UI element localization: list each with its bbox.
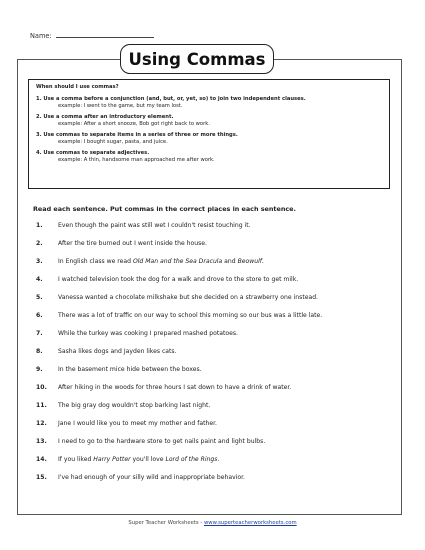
book-title: Dracula xyxy=(198,258,223,265)
sentence-text-part: In English class we read xyxy=(58,258,133,265)
sentence-text: I watched television took the dog for a walk and drove to the store to get milk. xyxy=(58,276,299,283)
sentence-number: 13. xyxy=(36,438,47,445)
sentence-text: The big gray dog wouldn't stop barking last night. xyxy=(58,402,211,409)
rule-item xyxy=(36,96,383,110)
sentence-item xyxy=(36,474,245,481)
sentence-text: In the basement mice hide between the boxes. xyxy=(58,366,202,373)
rule-heading: 4. Use commas to separate adjectives. xyxy=(36,150,150,156)
footer-text: Super Teacher Worksheets - xyxy=(128,520,204,526)
sentence-item xyxy=(36,330,238,337)
name-field xyxy=(30,30,154,40)
sentence-number: 14. xyxy=(36,456,47,463)
sentence-text: Jane I would like you to meet my mother and father. xyxy=(58,420,217,427)
sentence-number: 12. xyxy=(36,420,47,427)
rule-item xyxy=(36,114,383,128)
sentence-text: Even though the paint was still wet I couldn't resist touching it. xyxy=(58,222,251,229)
sentence-number: 1. xyxy=(36,222,43,229)
rule-heading: 2. Use a comma after an introductory element. xyxy=(36,114,174,120)
footer-link[interactable]: www.superteacherworksheets.com xyxy=(203,520,297,526)
rule-example: example: A thin, handsome man approached me after work. xyxy=(58,157,215,163)
instructions: Read each sentence. Put commas in the correct places in each sentence. xyxy=(33,205,296,213)
sentence-item xyxy=(36,348,177,355)
sentence-number: 11. xyxy=(36,402,47,409)
sentence-item xyxy=(36,258,264,265)
sentence-text-part: If you liked xyxy=(58,456,94,463)
sentence-text-part: you'll love xyxy=(130,456,166,463)
book-title: Lord of the Rings xyxy=(165,456,218,463)
sentence-number: 15. xyxy=(36,474,47,481)
sentence-number: 8. xyxy=(36,348,43,355)
book-title: Beowulf xyxy=(237,258,262,265)
sentence-number: 10. xyxy=(36,384,47,391)
rule-example: example: After a short snooze, Bob got right back to work. xyxy=(58,121,210,127)
sentence-text: I need to go to the hardware store to get nails paint and light bulbs. xyxy=(58,438,266,445)
sentence-text: Sasha likes dogs and Jayden likes cats. xyxy=(58,348,177,355)
rule-item xyxy=(36,132,383,146)
book-title: Harry Potter xyxy=(93,456,131,463)
sentence-text: While the turkey was cooking I prepared mashed potatoes. xyxy=(58,330,238,337)
sentence-item xyxy=(36,384,291,391)
rule-example: example: I went to the game, but my team lost. xyxy=(58,103,183,109)
sentence-text: Vanessa wanted a chocolate milkshake but she decided on a strawberry one instead. xyxy=(58,294,318,301)
sentence-item xyxy=(36,240,207,247)
sentence-item xyxy=(36,294,318,301)
sentence-text-part: and xyxy=(222,258,238,265)
sentence-item xyxy=(36,456,219,463)
footer xyxy=(0,520,425,526)
sentence-number: 5. xyxy=(36,294,43,301)
rule-example: example: I bought sugar, pasta, and juice. xyxy=(58,139,168,145)
rule-heading: 1. Use a comma before a conjunction (and, but, or, yet, so) to join two independent clauses. xyxy=(36,96,306,102)
sentence-number: 3. xyxy=(36,258,43,265)
sentence-number: 7. xyxy=(36,330,43,337)
sentence-item xyxy=(36,366,202,373)
worksheet-title: Using Commas xyxy=(120,44,274,74)
sentence-text-part: . xyxy=(261,258,264,265)
sentence-text: After the tire burned out I went inside the house. xyxy=(58,240,207,247)
sentence-number: 2. xyxy=(36,240,43,247)
sentence-text-part: . xyxy=(217,456,220,463)
sentence-number: 9. xyxy=(36,366,43,373)
name-label: Name: xyxy=(30,32,52,40)
sentence-text: I've had enough of your silly wild and inappropriate behavior. xyxy=(58,474,245,481)
sentence-number: 4. xyxy=(36,276,43,283)
sentence-item xyxy=(36,438,265,445)
rule-heading: 3. Use commas to separate items in a series of three or more things. xyxy=(36,132,238,138)
sentence-text: After hiking in the woods for three hours I sat down to have a drink of water. xyxy=(58,384,292,391)
sentence-item xyxy=(36,402,210,409)
rules-question: When should I use commas? xyxy=(36,84,119,90)
sentence-number: 6. xyxy=(36,312,43,319)
name-blank-line[interactable] xyxy=(56,30,154,38)
sentence-item xyxy=(36,276,298,283)
sentence-item xyxy=(36,420,217,427)
rules-box xyxy=(28,79,390,189)
sentence-item xyxy=(36,222,251,229)
rule-item xyxy=(36,150,383,164)
book-title: Old Man and the Sea xyxy=(132,258,197,265)
sentence-item xyxy=(36,312,322,319)
sentence-text: There was a lot of traffic on our way to school this morning so our bus was a little late. xyxy=(58,312,323,319)
